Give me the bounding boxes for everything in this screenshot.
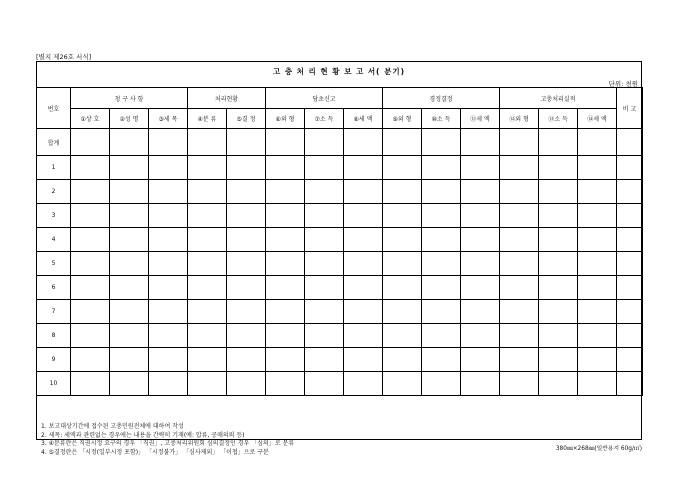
input-cell[interactable] [227,348,266,372]
input-cell[interactable] [578,180,617,204]
table-row [37,324,643,348]
input-cell[interactable] [188,228,227,252]
header-initial: 당초신고 [266,88,383,109]
input-cell[interactable] [266,180,305,204]
input-cell[interactable] [461,252,500,276]
input-cell[interactable] [110,372,149,396]
unit-label: 단위: 천원 [608,80,638,88]
input-cell[interactable] [500,129,539,156]
input-cell[interactable] [188,156,227,180]
input-cell[interactable] [539,129,578,156]
form-title: 고 충 처 리 현 황 보 고 서( 분기) [272,67,406,76]
input-cell[interactable] [500,348,539,372]
note-line: 4. ⑤결정란은 「시정(일부시정 포함)」 「시정불가」 「심사제외」 「이첩」으로 구분 [41,448,269,456]
input-cell[interactable] [305,180,344,204]
input-cell[interactable] [617,228,643,252]
input-cell[interactable] [110,129,149,156]
input-cell[interactable] [539,276,578,300]
input-cell[interactable] [461,276,500,300]
input-cell[interactable] [305,300,344,324]
input-cell[interactable] [500,324,539,348]
header-claim: 청 구 사 항 [71,88,188,109]
input-cell[interactable] [188,129,227,156]
input-cell[interactable] [422,180,461,204]
input-cell[interactable] [227,180,266,204]
input-cell[interactable] [539,204,578,228]
row-label: 1 [37,156,71,180]
row-label: 10 [37,372,71,396]
input-cell[interactable] [110,228,149,252]
input-cell[interactable] [227,204,266,228]
input-cell[interactable] [539,348,578,372]
input-cell[interactable] [71,156,110,180]
input-cell[interactable] [227,129,266,156]
input-cell[interactable] [383,324,422,348]
input-cell[interactable] [461,228,500,252]
input-cell[interactable] [344,276,383,300]
subheader-cell: ⑤결 정 [227,109,266,129]
input-cell[interactable] [305,276,344,300]
input-cell[interactable] [461,156,500,180]
input-cell[interactable] [188,300,227,324]
input-cell[interactable] [461,372,500,396]
input-cell[interactable] [110,180,149,204]
subheader-cell: ⑥외 형 [266,109,305,129]
input-cell[interactable] [110,276,149,300]
input-cell[interactable] [305,252,344,276]
subheader-cell: ④분 류 [188,109,227,129]
input-cell[interactable] [500,252,539,276]
input-cell[interactable] [539,300,578,324]
table-row [37,156,643,180]
header-row-sub [37,109,643,129]
input-cell[interactable] [578,228,617,252]
row-label: 2 [37,180,71,204]
input-cell[interactable] [617,156,643,180]
input-cell[interactable] [110,204,149,228]
input-cell[interactable] [617,252,643,276]
row-label: 5 [37,252,71,276]
input-cell[interactable] [344,372,383,396]
row-label: 3 [37,204,71,228]
input-cell[interactable] [539,228,578,252]
input-cell[interactable] [344,204,383,228]
input-cell[interactable] [578,372,617,396]
input-cell[interactable] [422,300,461,324]
input-cell[interactable] [539,324,578,348]
input-cell[interactable] [188,324,227,348]
subheader-cell: ⑩소 득 [422,109,461,129]
input-cell[interactable] [578,300,617,324]
input-cell[interactable] [266,372,305,396]
table-row [37,204,643,228]
input-cell[interactable] [110,252,149,276]
input-cell[interactable] [461,129,500,156]
input-cell[interactable] [422,129,461,156]
paper-size-label: 380㎜×268㎜(일반용지 60g/㎡) [555,446,642,452]
input-cell[interactable] [461,324,500,348]
input-cell[interactable] [149,252,188,276]
row-label: 합계 [37,129,71,156]
table-row [37,180,643,204]
table-row [37,300,643,324]
input-cell[interactable] [344,324,383,348]
input-cell[interactable] [344,129,383,156]
input-cell[interactable] [461,180,500,204]
input-cell[interactable] [422,204,461,228]
input-cell[interactable] [344,252,383,276]
input-cell[interactable] [266,252,305,276]
input-cell[interactable] [422,324,461,348]
header-process: 처리현황 [188,88,266,109]
input-cell[interactable] [71,180,110,204]
input-cell[interactable] [71,348,110,372]
input-cell[interactable] [461,348,500,372]
input-cell[interactable] [266,348,305,372]
input-cell[interactable] [617,300,643,324]
input-cell[interactable] [149,324,188,348]
input-cell[interactable] [461,204,500,228]
input-cell[interactable] [149,156,188,180]
input-cell[interactable] [383,180,422,204]
input-cell[interactable] [578,276,617,300]
input-cell[interactable] [383,372,422,396]
input-cell[interactable] [344,156,383,180]
input-cell[interactable] [578,252,617,276]
input-cell[interactable] [188,348,227,372]
input-cell[interactable] [71,372,110,396]
header-decision: 경정결정 [383,88,500,109]
row-label: 4 [37,228,71,252]
input-cell[interactable] [266,324,305,348]
input-cell[interactable] [344,348,383,372]
input-cell[interactable] [188,372,227,396]
input-cell[interactable] [383,204,422,228]
table-row [37,276,643,300]
input-cell[interactable] [539,252,578,276]
notes-block [41,423,294,457]
input-cell[interactable] [227,372,266,396]
input-cell[interactable] [188,180,227,204]
input-cell[interactable] [266,300,305,324]
input-cell[interactable] [617,324,643,348]
input-cell[interactable] [344,228,383,252]
input-cell[interactable] [149,204,188,228]
input-cell[interactable] [266,276,305,300]
input-cell[interactable] [71,204,110,228]
input-cell[interactable] [149,372,188,396]
input-cell[interactable] [539,372,578,396]
input-cell[interactable] [110,300,149,324]
input-cell[interactable] [500,180,539,204]
input-cell[interactable] [305,348,344,372]
input-cell[interactable] [500,156,539,180]
input-cell[interactable] [461,300,500,324]
subheader-cell: ③세 목 [149,109,188,129]
input-cell[interactable] [227,300,266,324]
row-label: 6 [37,276,71,300]
input-cell[interactable] [149,276,188,300]
input-cell[interactable] [71,300,110,324]
input-cell[interactable] [500,372,539,396]
input-cell[interactable] [578,129,617,156]
row-label: 8 [37,324,71,348]
input-cell[interactable] [617,372,643,396]
input-cell[interactable] [305,204,344,228]
note-line: 3. ④분류란은 직권시정 요구의 경우 「직권」, 고충처리위원회 심의결정인 경우 「심의」로 분류 [41,440,295,448]
subheader-cell: ①상 호 [71,109,110,129]
input-cell[interactable] [500,204,539,228]
input-cell[interactable] [227,324,266,348]
input-cell[interactable] [149,300,188,324]
input-cell[interactable] [305,156,344,180]
input-cell[interactable] [71,276,110,300]
input-cell[interactable] [227,276,266,300]
input-cell[interactable] [344,300,383,324]
input-cell[interactable] [422,348,461,372]
input-cell[interactable] [227,156,266,180]
input-cell[interactable] [578,348,617,372]
note-line: 1. 보고대상기간에 접수된 고충민원전체에 대하여 작성 [41,423,184,430]
input-cell[interactable] [383,156,422,180]
input-cell[interactable] [617,204,643,228]
input-cell[interactable] [617,129,643,156]
input-cell[interactable] [578,324,617,348]
header-remark: 비 고 [617,88,643,129]
table-body [37,129,643,396]
input-cell[interactable] [422,228,461,252]
input-cell[interactable] [383,228,422,252]
input-cell[interactable] [305,129,344,156]
input-cell[interactable] [617,276,643,300]
input-cell[interactable] [578,156,617,180]
input-cell[interactable] [578,204,617,228]
input-cell[interactable] [539,180,578,204]
input-cell[interactable] [266,228,305,252]
input-cell[interactable] [71,252,110,276]
form-number-label: [별지 제26호 서식] [36,53,92,61]
input-cell[interactable] [305,228,344,252]
table-row [37,252,643,276]
subheader-cell: ⑦소 득 [305,109,344,129]
note-line: 2. 세목: 세액과 관련없는 경우에는 내용을 간략히 기재(예: 압류, 공매의뢰 등) [41,431,245,439]
input-cell[interactable] [266,129,305,156]
input-cell[interactable] [110,156,149,180]
total-row [37,129,643,156]
subheader-cell: ⑭세 액 [578,109,617,129]
table-row [37,348,643,372]
input-cell[interactable] [71,228,110,252]
input-cell[interactable] [149,348,188,372]
input-cell[interactable] [188,276,227,300]
input-cell[interactable] [422,252,461,276]
input-cell[interactable] [71,129,110,156]
header-result: 고충처리실적 [500,88,617,109]
input-cell[interactable] [422,372,461,396]
table-row [37,228,643,252]
input-cell[interactable] [383,348,422,372]
input-cell[interactable] [188,252,227,276]
header-row-group [37,88,643,109]
input-cell[interactable] [188,204,227,228]
input-cell[interactable] [344,180,383,204]
input-cell[interactable] [305,372,344,396]
input-cell[interactable] [149,129,188,156]
input-cell[interactable] [149,228,188,252]
table-row [37,372,643,396]
input-cell[interactable] [617,348,643,372]
input-cell[interactable] [383,300,422,324]
subheader-cell: ⑧세 액 [344,109,383,129]
input-cell[interactable] [383,276,422,300]
input-cell[interactable] [500,300,539,324]
input-cell[interactable] [71,324,110,348]
input-cell[interactable] [383,252,422,276]
input-cell[interactable] [617,180,643,204]
subheader-cell: ②성 명 [110,109,149,129]
input-cell[interactable] [422,276,461,300]
input-cell[interactable] [149,180,188,204]
subheader-cell: ⑬소 득 [539,109,578,129]
report-table [36,87,643,396]
input-cell[interactable] [110,348,149,372]
subheader-cell: ⑫외 형 [500,109,539,129]
input-cell[interactable] [227,228,266,252]
input-cell[interactable] [110,324,149,348]
row-label: 9 [37,348,71,372]
subheader-cell: ⑪세 액 [461,109,500,129]
input-cell[interactable] [500,228,539,252]
input-cell[interactable] [227,252,266,276]
input-cell[interactable] [266,204,305,228]
input-cell[interactable] [539,156,578,180]
header-number: 번호 [37,88,71,129]
input-cell[interactable] [500,276,539,300]
input-cell[interactable] [383,129,422,156]
input-cell[interactable] [422,156,461,180]
row-label: 7 [37,300,71,324]
subheader-cell: ⑨외 형 [383,109,422,129]
input-cell[interactable] [305,324,344,348]
input-cell[interactable] [266,156,305,180]
